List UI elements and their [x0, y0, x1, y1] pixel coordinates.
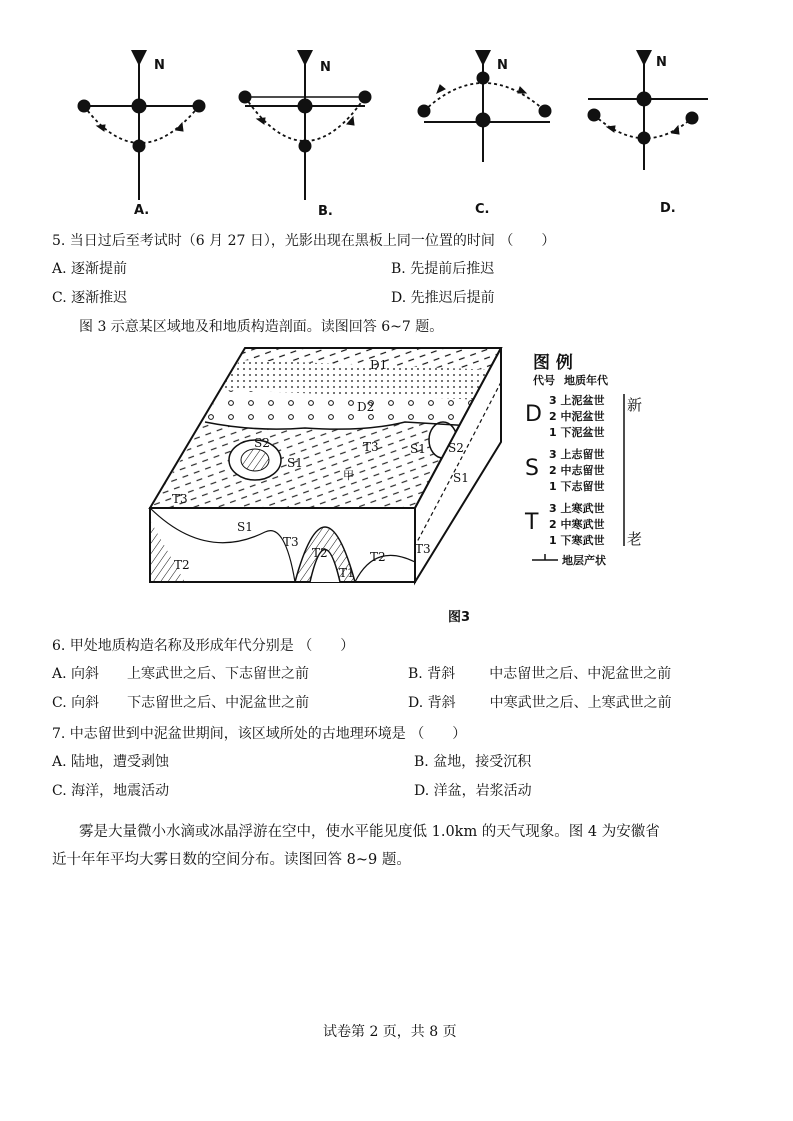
q5-option-c[interactable]: C. 逐渐推迟: [52, 290, 128, 306]
q6-b-type: B. 背斜: [408, 666, 456, 682]
q5-stem: 5. 当日过后至考试时（6 月 27 日），光影出现在黑板上同一位置的时间 （ ）: [52, 233, 556, 249]
q7-option-c[interactable]: C. 海洋，地震活动: [52, 783, 170, 799]
figure3-caption: 图3: [448, 610, 471, 625]
legend-s-3: 3 上志留世: [549, 448, 605, 461]
q7-option-d[interactable]: D. 洋盆，岩浆活动: [414, 783, 532, 799]
legend-d-1: 1 下泥盆世: [549, 426, 605, 439]
label-t3-center: T3: [363, 440, 379, 454]
legend-old: 老: [627, 530, 643, 548]
label-t1: T1: [339, 566, 355, 580]
q7-stem: 7. 中志留世到中泥盆世期间，该区域所处的古地理环境是 （ ）: [52, 726, 467, 742]
q7-option-a[interactable]: A. 陆地，遭受剥蚀: [52, 754, 170, 770]
label-t2-left: T2: [174, 558, 190, 572]
legend-t-2: 2 中寒武世: [549, 518, 605, 531]
legend-col-age: 地质年代: [564, 374, 608, 387]
fog-intro-line1: 雾是大量微小水滴或冰晶浮游在空中，使水平能见度低 1.0km 的天气现象。图 4 为安徽省: [79, 824, 660, 840]
label-s2-right: S2: [448, 441, 464, 455]
diagram-b: [239, 58, 371, 200]
legend-strike: 地层产状: [562, 554, 606, 567]
q6-a-age: 上寒武世之后、下志留世之前: [127, 666, 310, 682]
legend-code-t: T: [525, 510, 539, 535]
legend-d-3: 3 上泥盆世: [549, 394, 605, 407]
legend-s-1: 1 下志留世: [549, 480, 605, 493]
q6-d-age: 中寒武世之后、上寒武世之前: [489, 695, 672, 711]
label-s1-center: S1: [287, 456, 303, 470]
q5-option-b[interactable]: B. 先提前后推迟: [391, 261, 495, 277]
north-label-b: N: [320, 60, 331, 75]
intro-6-7: 图 3 示意某区域地及和地质构造剖面。读图回答 6~7 题。: [79, 319, 444, 335]
north-label-d: N: [656, 55, 667, 70]
legend-t-3: 3 上寒武世: [549, 502, 605, 515]
q5-option-a[interactable]: A. 逐渐提前: [52, 261, 128, 277]
label-t2-center: T2: [312, 546, 328, 560]
diagram-d: [588, 58, 708, 170]
label-t3-left: T3: [172, 492, 188, 506]
q6-stem: 6. 甲处地质构造名称及形成年代分别是 （ ）: [52, 638, 355, 654]
q6-d-type: D. 背斜: [408, 695, 456, 711]
option-label-c: C.: [475, 202, 490, 217]
label-t3-right: T3: [415, 542, 431, 556]
q6-option-d[interactable]: [408, 693, 672, 713]
strike-symbol-icon: [530, 552, 560, 566]
legend-col-code: 代号: [533, 374, 555, 387]
q6-option-a[interactable]: [52, 664, 309, 684]
q6-option-c[interactable]: [52, 693, 309, 713]
label-s1-right: S1: [410, 442, 426, 456]
legend-code-s: S: [525, 456, 539, 481]
option-label-b: B.: [318, 204, 333, 219]
q6-c-type: C. 向斜: [52, 695, 100, 711]
option-label-d: D.: [660, 201, 676, 216]
label-t2-right: T2: [370, 550, 386, 564]
legend-s-2: 2 中志留世: [549, 464, 605, 477]
q6-b-age: 中志留世之后、中泥盆世之前: [489, 666, 672, 682]
legend-age-bar: [618, 394, 630, 546]
page-footer: 试卷第 2 页，共 8 页: [323, 1024, 457, 1040]
option-label-a: A.: [134, 203, 150, 218]
q6-c-age: 下志留世之后、中泥盆世之前: [127, 695, 310, 711]
q6-a-type: A. 向斜: [52, 666, 100, 682]
q6-option-b[interactable]: [408, 664, 671, 684]
sun-path-diagrams: [0, 0, 793, 225]
label-s1-far-right: S1: [453, 471, 469, 485]
label-d1: D1: [370, 358, 388, 372]
legend-new: 新: [627, 396, 643, 414]
label-jia: 甲: [343, 469, 354, 482]
q7-option-b[interactable]: B. 盆地，接受沉积: [414, 754, 532, 770]
diagram-c: [418, 58, 551, 162]
legend-t-1: 1 下寒武世: [549, 534, 605, 547]
label-s1-front: S1: [237, 520, 253, 534]
q5-option-d[interactable]: D. 先推迟后提前: [391, 290, 495, 306]
label-s2-left: S2: [254, 436, 270, 450]
label-d2: D2: [357, 400, 375, 414]
north-label-a: N: [154, 58, 165, 73]
label-t3-front: T3: [283, 535, 299, 549]
geologic-block-diagram: [145, 342, 515, 588]
diagram-a: [78, 58, 205, 200]
legend-d-2: 2 中泥盆世: [549, 410, 605, 423]
north-label-c: N: [497, 58, 508, 73]
legend-title: 图 例: [533, 353, 573, 373]
fog-intro-line2: 近十年年平均大雾日数的空间分布。读图回答 8~9 题。: [52, 852, 411, 868]
legend-code-d: D: [525, 402, 542, 427]
